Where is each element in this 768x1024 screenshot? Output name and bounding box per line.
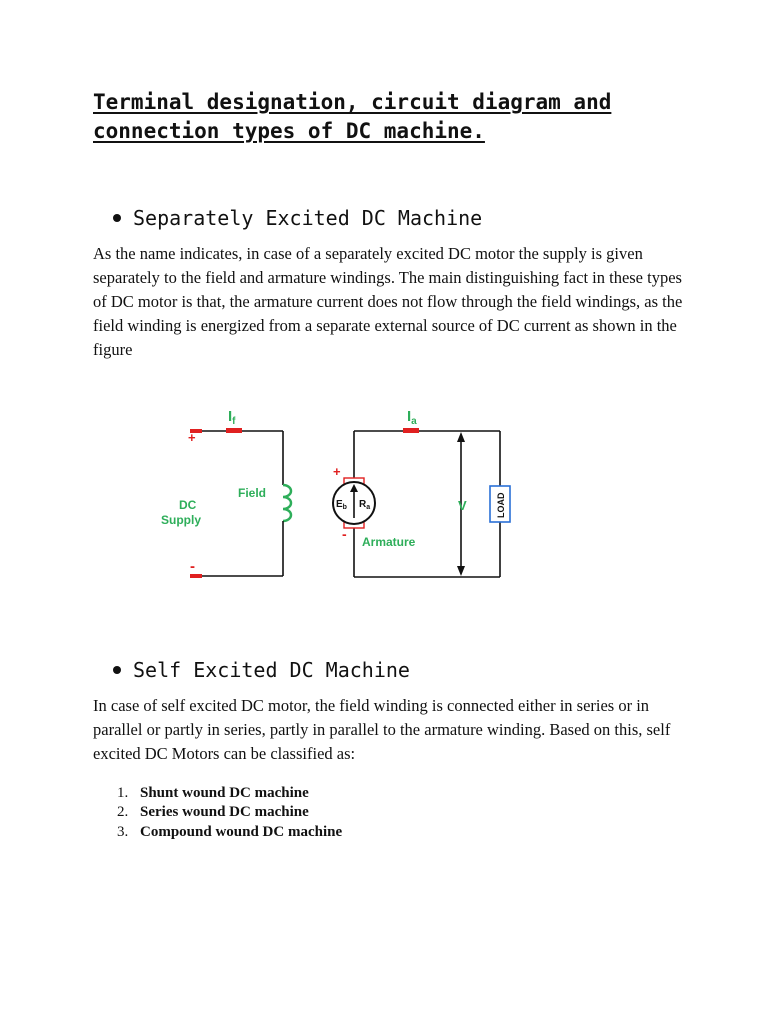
ia-arrow-icon [403, 428, 419, 433]
supply-minus-label: - [190, 558, 195, 575]
section-heading-text: Separately Excited DC Machine [133, 206, 483, 230]
dc-label: DC [179, 498, 197, 512]
list-item: 3. Compound wound DC machine [117, 823, 343, 840]
eb-label: $E_b$ [336, 499, 347, 511]
armature-label: Armature [362, 535, 416, 549]
v-label: V [458, 498, 467, 513]
if-arrow-icon [226, 428, 242, 433]
section-paragraph-separately-excited: As the name indicates, in case of a separately excited DC motor the supply is given separately to the field and armature windings. The main distinguishing fact in these types of DC motor is that, the armature current does not flow through the field windings, as the field winding is energized from a separate external source of DC current as shown in the figure [93, 244, 683, 359]
voltage-arrow-up-icon [457, 432, 465, 442]
supply-plus-label: + [188, 430, 196, 445]
voltage-arrow-down-icon [457, 566, 465, 576]
ra-label: $R_a$ [359, 499, 371, 511]
supply-label: Supply [161, 513, 202, 527]
armature-minus-label: - [342, 526, 347, 542]
circuit-diagram [150, 400, 530, 590]
load-label: LOAD [496, 492, 506, 518]
section-heading-separately-excited [113, 205, 713, 231]
bullet-icon [113, 214, 121, 222]
if-label: $I_f$ [228, 408, 236, 427]
list-item: 2. Series wound DC machine [117, 804, 309, 821]
section-heading-self-excited [113, 657, 713, 683]
list-item: 1. Shunt wound DC machine [117, 785, 309, 801]
page-title: Terminal designation, circuit diagram and connection types of DC machine. [93, 90, 612, 143]
section-heading-text: Self Excited DC Machine [133, 658, 410, 682]
machine-type-list [117, 784, 342, 842]
supply-circuit [161, 408, 291, 578]
section-paragraph-self-excited: In case of self excited DC motor, the field winding is connected either in series or in parallel or partly in series, partly in parallel to the armature winding. Based on this, self excited DC Motors can be classified as: [93, 696, 671, 763]
ia-label: $I_a$ [407, 408, 417, 427]
field-label: Field [238, 486, 267, 500]
armature-plus-label: + [333, 464, 341, 479]
field-coil-icon [283, 485, 291, 521]
armature-circuit [333, 408, 510, 577]
bullet-icon [113, 666, 121, 674]
